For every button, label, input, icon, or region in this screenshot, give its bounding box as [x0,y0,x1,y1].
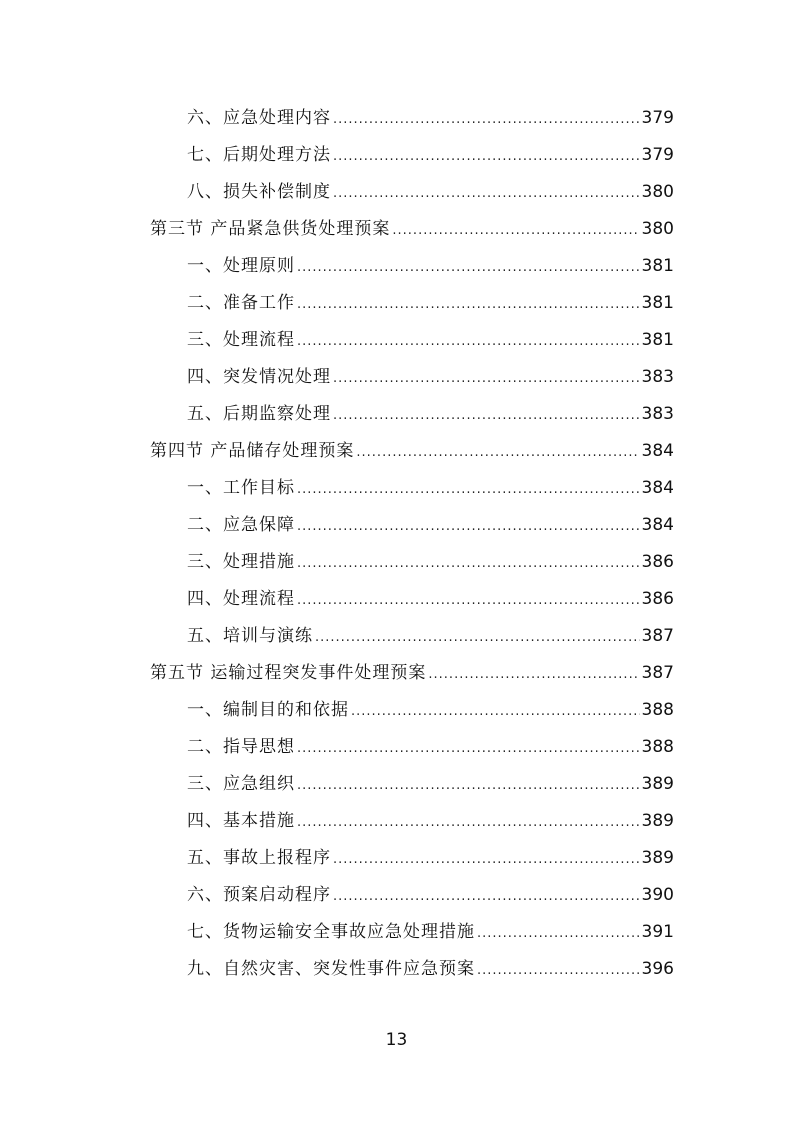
toc-dot-leader [297,582,640,619]
toc-entry[interactable] [187,544,674,581]
toc-entry-page: 383 [641,404,674,424]
toc-section-entry[interactable] [150,433,674,470]
toc-entry[interactable] [187,248,674,285]
toc-entry[interactable] [187,137,674,174]
toc-dot-leader [333,175,640,212]
toc-entry-page: 388 [641,737,674,757]
toc-entry-title: 六、应急处理内容 [187,108,331,128]
toc-dot-leader [428,656,639,693]
toc-entry-title: 五、后期监察处理 [187,404,331,424]
toc-entry[interactable] [187,359,674,396]
toc-dot-leader [333,138,640,175]
toc-entry-page: 387 [641,626,674,646]
toc-dot-leader [297,249,640,286]
toc-entry-page: 384 [641,515,674,535]
toc-dot-leader [297,471,640,508]
toc-entry-page: 389 [641,811,674,831]
toc-entry[interactable] [187,174,674,211]
toc-entry-page: 383 [641,367,674,387]
toc-entry-title: 五、事故上报程序 [187,848,331,868]
toc-dot-leader [356,434,639,471]
toc-entry[interactable] [187,914,674,951]
toc-entry-page: 380 [641,182,674,202]
toc-entry-title: 四、处理流程 [187,589,295,609]
toc-entry-page: 380 [641,219,674,239]
toc-dot-leader [333,841,640,878]
toc-entry-title: 第三节 产品紧急供货处理预案 [150,219,391,239]
toc-dot-leader [351,693,640,730]
toc-entry-title: 二、准备工作 [187,293,295,313]
toc-entry[interactable] [187,396,674,433]
toc-entry-page: 391 [641,922,674,942]
toc-entry[interactable] [187,840,674,877]
toc-entry[interactable] [187,507,674,544]
toc-entry-title: 一、处理原则 [187,256,295,276]
toc-dot-leader [333,360,640,397]
toc-section-entry[interactable] [150,655,674,692]
toc-entry-title: 二、指导思想 [187,737,295,757]
toc-entry[interactable] [187,322,674,359]
toc-dot-leader [477,915,640,952]
toc-entry-title: 四、基本措施 [187,811,295,831]
toc-entry-title: 第五节 运输过程突发事件处理预案 [150,663,427,683]
toc-entry-page: 388 [641,700,674,720]
toc-entry-page: 381 [641,256,674,276]
toc-entry-page: 381 [641,330,674,350]
toc-section-entry[interactable] [150,211,674,248]
toc-dot-leader [297,545,640,582]
toc-entry-page: 379 [641,145,674,165]
toc-entry-page: 389 [641,848,674,868]
toc-entry[interactable] [187,803,674,840]
toc-entry-page: 386 [641,589,674,609]
toc-entry-title: 第四节 产品储存处理预案 [150,441,355,461]
toc-entry-title: 三、应急组织 [187,774,295,794]
toc-entry-title: 一、编制目的和依据 [187,700,349,720]
toc-entry-title: 二、应急保障 [187,515,295,535]
toc-entry-title: 一、工作目标 [187,478,295,498]
toc-entry[interactable] [187,285,674,322]
toc-entry-title: 五、培训与演练 [187,626,313,646]
toc-entry-title: 七、货物运输安全事故应急处理措施 [187,922,475,942]
toc-entry-title: 九、自然灾害、突发性事件应急预案 [187,959,475,979]
toc-dot-leader [333,878,640,915]
toc-dot-leader [315,619,640,656]
toc-entry[interactable] [187,618,674,655]
toc-entry-page: 379 [641,108,674,128]
toc-entry-page: 384 [641,441,674,461]
toc-entry-page: 387 [641,663,674,683]
toc-dot-leader [333,397,640,434]
toc-entry-page: 386 [641,552,674,572]
toc-entry-page: 384 [641,478,674,498]
toc-entry[interactable] [187,100,674,137]
toc-entry-page: 390 [641,885,674,905]
toc-entry[interactable] [187,766,674,803]
toc-entry-title: 三、处理流程 [187,330,295,350]
toc-dot-leader [297,323,640,360]
toc-entry[interactable] [187,581,674,618]
toc-dot-leader [297,804,640,841]
toc-dot-leader [297,730,640,767]
toc-dot-leader [297,767,640,804]
toc-dot-leader [392,212,639,249]
toc-entry-title: 三、处理措施 [187,552,295,572]
toc-entry-title: 四、突发情况处理 [187,367,331,387]
toc-entry-page: 381 [641,293,674,313]
toc-dot-leader [333,101,640,138]
toc-entry-title: 六、预案启动程序 [187,885,331,905]
toc-entry[interactable] [187,877,674,914]
toc-dot-leader [477,952,640,989]
toc-entry-title: 七、后期处理方法 [187,145,331,165]
toc-entry-page: 389 [641,774,674,794]
toc-entry-page: 396 [641,959,674,979]
toc-dot-leader [297,508,640,545]
toc-entry[interactable] [187,951,674,988]
toc-entry[interactable] [187,729,674,766]
toc-entry[interactable] [187,470,674,507]
toc-dot-leader [297,286,640,323]
toc-entry[interactable] [187,692,674,729]
toc-entry-title: 八、损失补偿制度 [187,182,331,202]
page-number: 13 [385,1030,408,1050]
